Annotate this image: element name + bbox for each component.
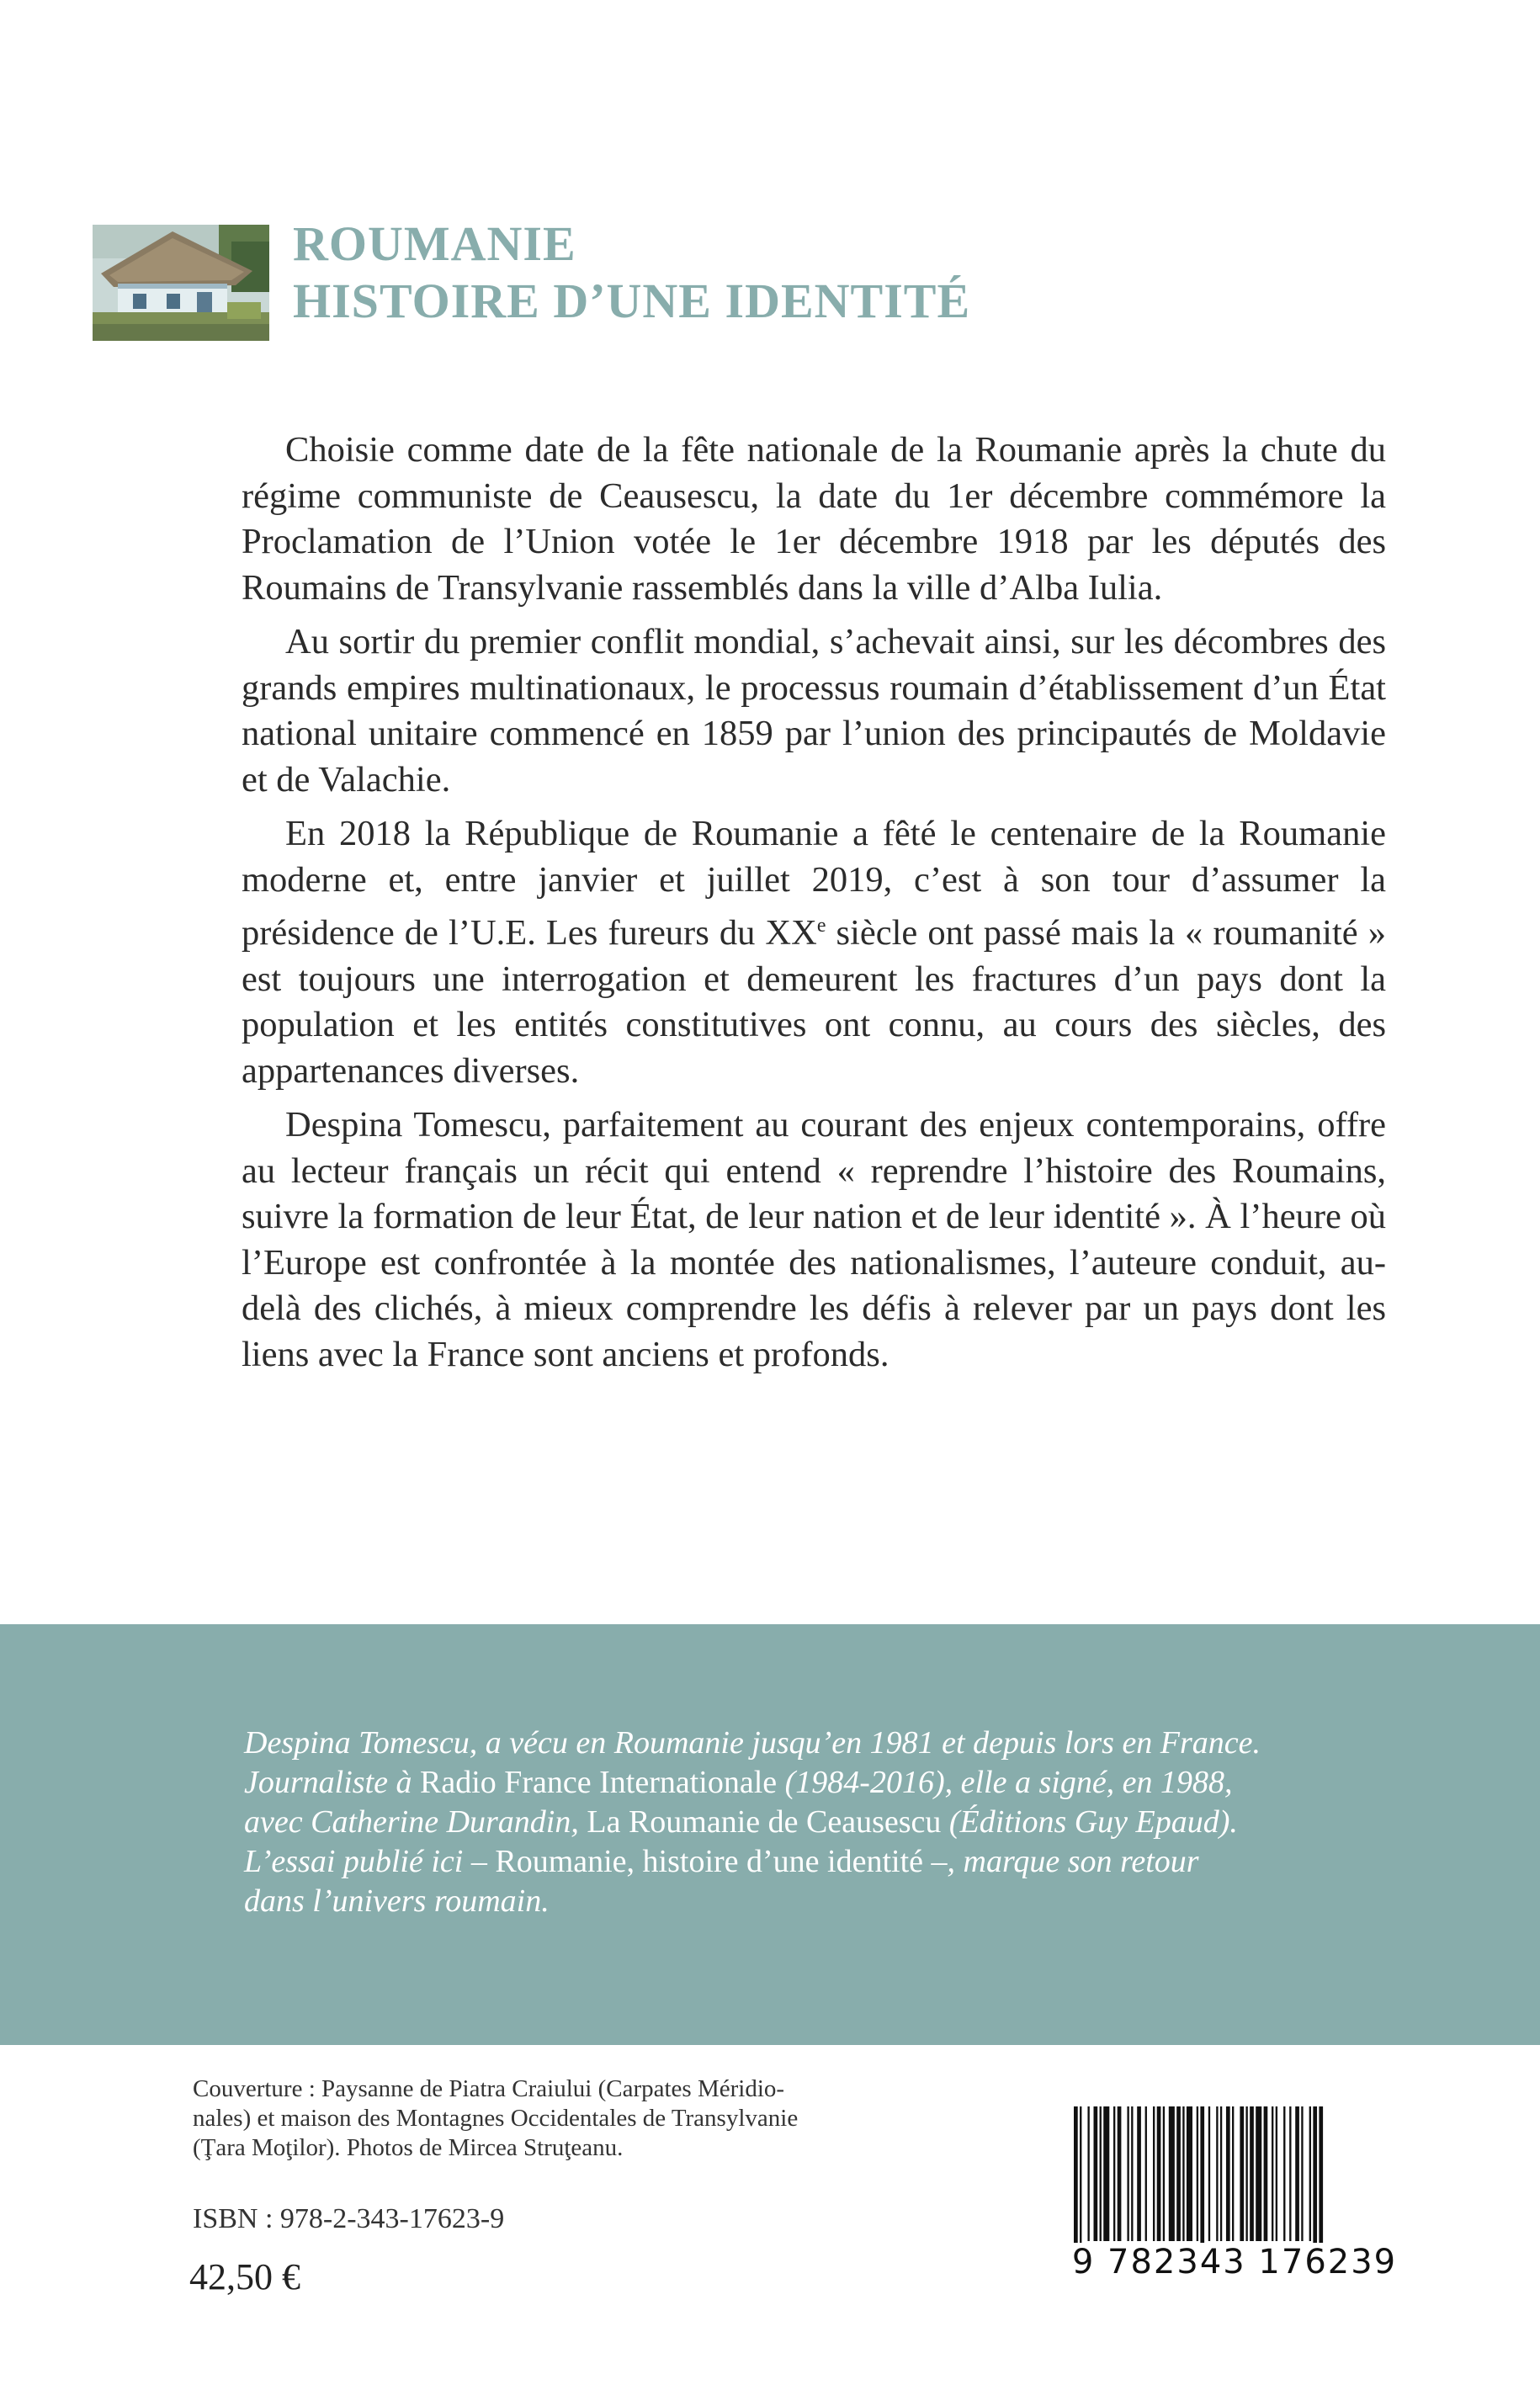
barcode-bar xyxy=(1087,2106,1089,2241)
barcode-bar xyxy=(1131,2106,1133,2241)
barcode-bar xyxy=(1220,2106,1222,2241)
bio-book-title: La Roumanie de Ceausescu xyxy=(587,1804,942,1840)
bio-text: Journaliste à xyxy=(244,1765,420,1800)
summary-paragraph-3 xyxy=(242,811,1386,1094)
barcode-bar xyxy=(1319,2106,1323,2250)
barcode-bar xyxy=(1163,2106,1165,2241)
credits-line-3: (Ţara Moţilor). Photos de Mircea Struţeanu. xyxy=(193,2134,624,2161)
cover-credits xyxy=(193,2074,933,2163)
barcode-bar xyxy=(1127,2106,1128,2241)
barcode-bar xyxy=(1245,2106,1247,2241)
barcode-bar xyxy=(1153,2106,1155,2241)
barcode-bar xyxy=(1103,2106,1109,2241)
bio-line-2 xyxy=(244,1763,1380,1803)
author-bio xyxy=(244,1724,1380,1921)
barcode-bar xyxy=(1176,2106,1181,2241)
barcode-bar xyxy=(1182,2106,1184,2241)
barcode-bar xyxy=(1240,2106,1244,2241)
price: 42,50 € xyxy=(189,2256,300,2297)
barcode-bar xyxy=(1197,2106,1198,2241)
bio-text: L’essai publié ici – xyxy=(244,1844,496,1879)
bio-radio-name: Radio France Internationale xyxy=(419,1765,778,1800)
barcode-bar xyxy=(1113,2106,1115,2241)
barcode-bar xyxy=(1074,2106,1078,2250)
barcode-bar xyxy=(1272,2106,1273,2241)
cover-photo-thumbnail xyxy=(93,225,269,341)
isbn: ISBN : 978-2-343-17623-9 xyxy=(193,2203,505,2234)
barcode-bar xyxy=(1080,2106,1081,2250)
summary-paragraph-3-part-2: siècle ont passé mais la « roumanité » est toujours une interrogation et demeurent les fractures d’un pays dont la population et les entités constitutives ont connu, au cours des siècles, des appartenances diverses. xyxy=(242,913,1386,1091)
back-cover-summary xyxy=(242,428,1386,1386)
credits-line-2: nales) et maison des Montagnes Occidentales de Transylvanie xyxy=(193,2105,799,2132)
barcode-bar xyxy=(1283,2106,1285,2241)
barcode-bar xyxy=(1232,2106,1234,2241)
bio-text: (Éditions Guy Epaud). xyxy=(941,1804,1238,1840)
bio-essay-title: Roumanie, histoire d’une identité xyxy=(495,1844,924,1879)
barcode-bar xyxy=(1301,2106,1303,2241)
barcode-bar xyxy=(1226,2106,1230,2241)
barcode-bar xyxy=(1289,2106,1291,2241)
barcode-bar xyxy=(1157,2106,1161,2241)
barcode-bar xyxy=(1145,2106,1147,2241)
barcode-bar xyxy=(1094,2106,1098,2241)
bio-line-4 xyxy=(244,1842,1380,1882)
bio-text: –, marque son retour xyxy=(923,1844,1199,1879)
summary-paragraph-4: Despina Tomescu, parfaitement au courant des enjeux contemporains, offre au lecteur français un récit qui entend « reprendre l’histoire des Roumains, suivre la formation de leur État, de leur nation et de leur identité ». À l’heure où l’Europe est confrontée à la montée des nationalismes, l’auteure conduit, au-delà des clichés, à mieux comprendre les défis à relever par un pays dont les liens avec la France sont anciens et profonds. xyxy=(242,1105,1386,1374)
barcode-bar xyxy=(1313,2106,1317,2250)
barcode-bar xyxy=(1216,2106,1218,2241)
barcode-digits: 9 782343 176239 xyxy=(1071,2243,1398,2281)
bio-text: avec Catherine Durandin, xyxy=(244,1804,587,1840)
bio-line-3 xyxy=(244,1803,1380,1842)
credits-line-1: Couverture : Paysanne de Piatra Craiului (Carpates Méridio- xyxy=(193,2075,785,2102)
barcode-bar xyxy=(1169,2106,1175,2241)
barcode-bar xyxy=(1250,2106,1254,2241)
barcode-bar xyxy=(1256,2106,1261,2241)
barcode-bar xyxy=(1264,2106,1268,2241)
bio-line-5: dans l’univers roumain. xyxy=(244,1883,550,1919)
book-title xyxy=(293,215,1387,330)
barcode-bar xyxy=(1118,2106,1122,2241)
century-superscript: e xyxy=(816,915,826,937)
barcode-bar xyxy=(1208,2106,1210,2241)
book-title-line-1: ROUMANIE xyxy=(293,216,576,271)
barcode-bar xyxy=(1309,2106,1311,2241)
summary-paragraph-3-part-1: En 2018 la République de Roumanie a fêté le centenaire de la Roumanie moderne et, entre janvier et juillet 2019, c’est à son tour d’assumer la présidence de l’U.E. Les fureurs du XX xyxy=(242,814,1386,953)
summary-paragraph-1: Choisie comme date de la fête nationale de la Roumanie après la chute du régime communiste de Ceausescu, la date du 1er décembre commémore la Proclamation de l’Union votée le 1er décembre 1918 par les députés des Roumains de Transylvanie rassemblés dans la ville d’Alba Iulia. xyxy=(242,430,1386,608)
barcode-bar xyxy=(1276,2106,1277,2241)
barcode-bar xyxy=(1100,2106,1102,2241)
bio-text: (1984-2016), elle a signé, en 1988, xyxy=(777,1765,1233,1800)
summary-paragraph-2: Au sortir du premier conflit mondial, s’achevait ainsi, sur les décombres des grands empires multinationaux, le processus roumain d’établissement d’un État national unitaire commencé en 1859 par l’union des principautés de Moldavie et de Valachie. xyxy=(242,622,1386,799)
barcode-bar xyxy=(1137,2106,1141,2241)
bio-line-1: Despina Tomescu, a vécu en Roumanie jusqu’en 1981 et depuis lors en France. xyxy=(244,1725,1261,1761)
book-title-line-2: HISTOIRE D’UNE IDENTITÉ xyxy=(293,274,971,328)
barcode-bar xyxy=(1200,2106,1204,2250)
barcode-bar xyxy=(1187,2106,1192,2241)
barcode-bar xyxy=(1295,2106,1299,2241)
